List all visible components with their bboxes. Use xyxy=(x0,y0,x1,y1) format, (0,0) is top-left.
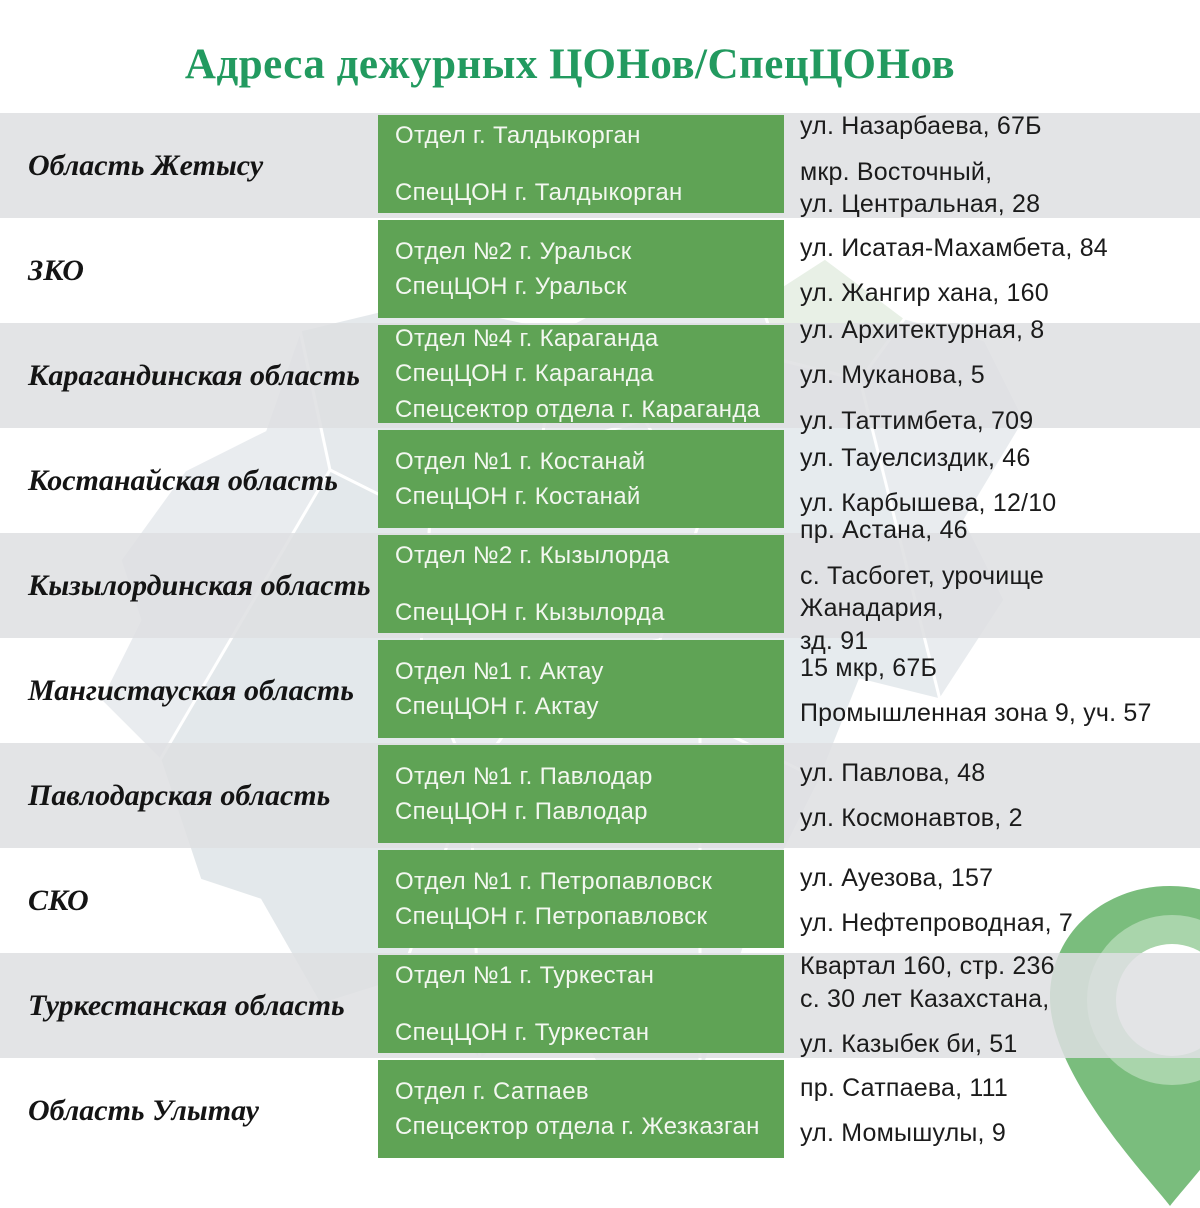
table-row xyxy=(0,743,1200,848)
region-name: Павлодарская область xyxy=(28,778,331,812)
region-name: Туркестанская область xyxy=(28,988,345,1022)
office-names-box xyxy=(378,535,784,633)
address-line: ул. Муканова, 5 xyxy=(800,361,985,390)
office-name: Спецсектор отдела г. Жезказган xyxy=(395,1113,760,1140)
office-name: Отдел г. Сатпаев xyxy=(395,1077,589,1105)
address-group xyxy=(800,359,1192,392)
office-addresses xyxy=(800,218,1192,323)
address-line: с. Тасбогет, урочище Жанадария, xyxy=(800,561,1045,622)
office-addresses xyxy=(800,743,1192,848)
office-addresses xyxy=(800,516,1192,655)
address-line: ул. Ауезова, 157 xyxy=(800,863,994,892)
address-group xyxy=(800,110,1192,143)
address-line: мкр. Восточный, xyxy=(800,157,993,186)
address-line: 15 мкр, 67Б xyxy=(800,653,938,682)
office-names-box xyxy=(378,430,784,528)
office-name: Отдел №1 г. Актау xyxy=(395,657,604,685)
region-name: Область Улытау xyxy=(28,1093,259,1127)
office-name: СпецЦОН г. Павлодар xyxy=(395,798,648,825)
address-group xyxy=(800,652,1192,685)
region-name: Мангистауская область xyxy=(28,673,354,707)
office-names-box xyxy=(378,1060,784,1158)
table-row xyxy=(0,218,1200,323)
address-group xyxy=(800,314,1192,347)
office-name: СпецЦОН г. Караганда xyxy=(395,360,654,388)
address-line: ул. Казыбек би, 51 xyxy=(800,1030,1018,1059)
address-line: пр. Сатпаева, 111 xyxy=(800,1073,1009,1102)
address-group xyxy=(800,697,1192,730)
office-name: СпецЦОН г. Уральск xyxy=(395,273,627,300)
address-group xyxy=(800,277,1192,310)
address-group xyxy=(800,442,1192,475)
office-name: СпецЦОН г. Туркестан xyxy=(395,1019,650,1046)
table-row xyxy=(0,315,1200,435)
address-line: ул. Жангир хана, 160 xyxy=(800,279,1049,307)
office-names-box xyxy=(378,325,784,423)
address-group xyxy=(800,1117,1192,1150)
office-name: Отдел №4 г. Караганда xyxy=(395,325,659,353)
office-addresses xyxy=(800,113,1192,218)
office-name: СпецЦОН г. Петропавловск xyxy=(395,903,708,930)
office-name: Отдел №1 г. Петропавловск xyxy=(395,867,713,895)
office-names-box xyxy=(378,745,784,843)
office-name: Отдел №1 г. Туркестан xyxy=(395,961,655,989)
address-group xyxy=(800,156,1192,221)
address-group xyxy=(800,802,1192,835)
office-addresses xyxy=(800,953,1192,1058)
address-line: Квартал 160, стр. 236 xyxy=(800,952,1055,981)
office-name: Отдел №2 г. Уральск xyxy=(395,237,632,265)
region-name: ЗКО xyxy=(28,253,84,287)
office-names-box xyxy=(378,220,784,318)
address-line: ул. Павлова, 48 xyxy=(800,758,986,787)
address-group xyxy=(800,862,1192,895)
office-names-box xyxy=(378,850,784,948)
address-line: ул. Тауелсиздик, 46 xyxy=(800,443,1031,472)
table-row xyxy=(0,848,1200,953)
office-addresses xyxy=(800,848,1192,953)
office-addresses xyxy=(800,315,1192,435)
address-group xyxy=(800,907,1192,940)
office-name: СпецЦОН г. Кызылорда xyxy=(395,599,665,626)
office-name: Отдел г. Талдыкорган xyxy=(395,121,641,149)
office-addresses xyxy=(800,1058,1192,1163)
office-names-box xyxy=(378,955,784,1053)
table-row xyxy=(0,953,1200,1058)
table-row xyxy=(0,516,1200,655)
region-name: СКО xyxy=(28,883,89,917)
office-name: СпецЦОН г. Талдыкорган xyxy=(395,179,683,206)
address-group xyxy=(800,757,1192,790)
address-line: с. 30 лет Казахстана, xyxy=(800,984,1050,1013)
office-names-box xyxy=(378,640,784,738)
address-group xyxy=(800,950,1192,1015)
address-group xyxy=(800,514,1192,547)
region-name: Карагандинская область xyxy=(28,358,361,392)
region-name: Кызылординская область xyxy=(28,568,371,602)
address-group xyxy=(800,1028,1192,1061)
address-line: ул. Центральная, 28 xyxy=(800,190,1041,219)
address-line: ул. Космонавтов, 2 xyxy=(800,804,1023,832)
office-name: Отдел №1 г. Костанай xyxy=(395,447,646,475)
address-group xyxy=(800,1072,1192,1105)
office-name: Отдел №2 г. Кызылорда xyxy=(395,541,670,569)
office-name: Спецсектор отдела г. Караганда xyxy=(395,395,761,423)
table-row xyxy=(0,1058,1200,1163)
address-line: ул. Нефтепроводная, 7 xyxy=(800,909,1074,937)
region-name: Костанайская область xyxy=(28,463,338,497)
office-name: Отдел №1 г. Павлодар xyxy=(395,762,653,790)
office-addresses xyxy=(800,638,1192,743)
region-name: Область Жетысу xyxy=(28,148,264,182)
address-line: ул. Исатая-Махамбета, 84 xyxy=(800,233,1108,262)
page-title: Адреса дежурных ЦОНов/СпецЦОНов xyxy=(184,41,956,88)
office-name: СпецЦОН г. Актау xyxy=(395,693,599,720)
address-line: зд. 91 xyxy=(800,626,869,655)
region-address-table xyxy=(0,113,1200,1163)
office-names-box xyxy=(378,115,784,213)
address-group xyxy=(800,232,1192,265)
table-row xyxy=(0,113,1200,218)
address-line: ул. Момышулы, 9 xyxy=(800,1119,1006,1147)
office-name: СпецЦОН г. Костанай xyxy=(395,483,641,510)
address-line: пр. Астана, 46 xyxy=(800,516,968,544)
address-line: ул. Назарбаева, 67Б xyxy=(800,112,1042,141)
address-line: ул. Таттимбета, 709 xyxy=(800,406,1034,435)
address-line: ул. Архитектурная, 8 xyxy=(800,315,1045,344)
address-line: Промышленная зона 9, уч. 57 xyxy=(800,699,1152,727)
address-line: ул. Карбышева, 12/10 xyxy=(800,489,1057,517)
table-row xyxy=(0,638,1200,743)
